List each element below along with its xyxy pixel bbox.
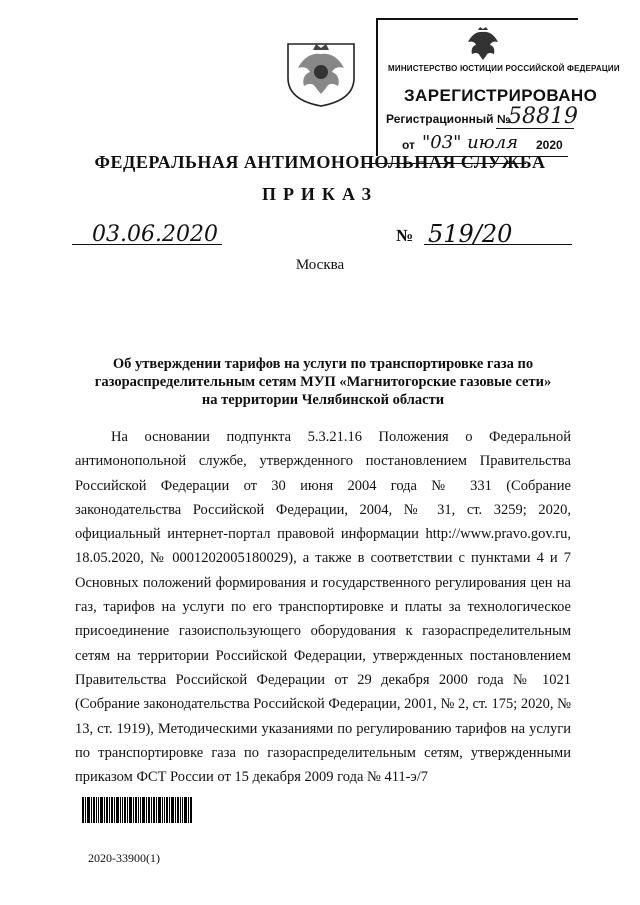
stamp-overlap-line [362, 163, 526, 164]
stamp-date-label: от [402, 138, 415, 152]
stamp-ministry-text: МИНИСТЕРСТВО ЮСТИЦИИ РОССИЙСКОЙ ФЕДЕРАЦИИ [388, 64, 620, 73]
stamp-status-text: ЗАРЕГИСТРИРОВАНО [404, 86, 598, 105]
city: Москва [295, 257, 345, 273]
document-type: ПРИКАЗ [261, 184, 379, 204]
document-title: Об утверждении тарифов на услуги по транспортировке газа по газораспределительным сетям МУП «Магнитогорские газовые сети» на территории Челябинской области [94, 356, 552, 408]
order-date-underline [72, 244, 222, 245]
stamp-date-value: "03" июля [422, 132, 519, 153]
registration-stamp [376, 18, 620, 156]
stamp-reg-underline [496, 128, 574, 129]
stamp-reg-label: Регистрационный № [386, 112, 511, 126]
body-text [75, 425, 571, 789]
order-number: 519/20 [428, 220, 513, 248]
barcode [82, 797, 192, 823]
coat-of-arms-emblem [280, 38, 362, 108]
order-number-underline [424, 244, 572, 245]
agency-name: ФЕДЕРАЛЬНАЯ АНТИМОНОПОЛЬНАЯ СЛУЖБА [94, 152, 546, 172]
order-number-label: № [396, 226, 414, 245]
stamp-reg-number: 58819 [508, 104, 578, 129]
document-code: 2020-33900(1) [88, 851, 160, 865]
order-date: 03.06.2020 [92, 222, 218, 247]
body-paragraph: На основании подпункта 5.3.21.16 Положения о Федеральной антимонопольной службе, утвержденного постановлением Правительства Российской Федерации от 30 июня 2004 года № 331 (Собрание законодательства Российской Федерации, 2004, № 31, ст. 3259; 2020, официальный интернет-портал правовой информации http://www.pravo.gov.ru, 18.05.2020, № 0001202005180029), а также в соответствии с пунктами 4 и 7 Основных положений формирования и государственного регулирования цен на газ, тарифов на услуги по его транспортировке и платы за технологическое присоединение газоиспользующего оборудования к газораспределительным сетям на территории Российской Федерации, утвержденных постановлением Правительства Российской Федерации от 29 декабря 2000 года № 1021 (Собрание законодательства Российской Федерации, 2001, № 2, ст. 175; 2020, № 13, ст. 1919), Методическими указаниями по регулированию тарифов на услуги по транспортировке газа по газораспределительным сетям, утвержденными приказом ФСТ России от 15 декабря 2009 года № 411-э/7 [75, 429, 571, 786]
stamp-date-year: 2020 [536, 138, 563, 152]
stamp-emblem-icon [463, 26, 503, 62]
